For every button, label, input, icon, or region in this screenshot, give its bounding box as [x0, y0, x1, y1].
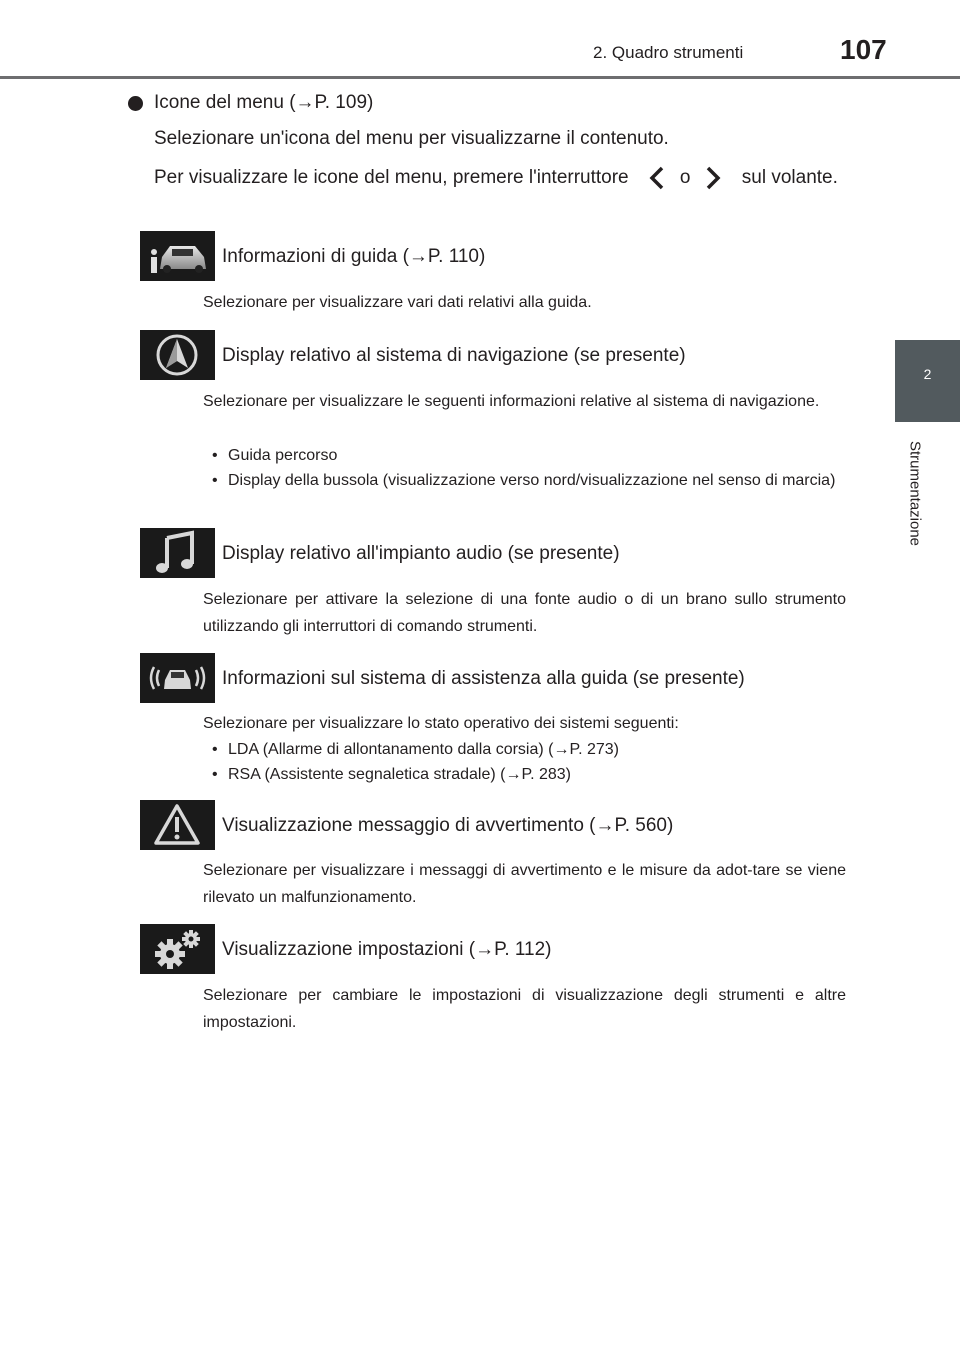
- list-item: • RSA (Assistente segnaletica stradale) (→P. 283): [212, 762, 846, 787]
- item-desc-audio: Selezionare per attivare la selezione di una fonte audio o di un brano sullo strumento utilizzando gli interruttori di comando strumenti.: [203, 591, 846, 635]
- list-item: • Display della bussola (visualizzazione verso nord/visualizzazione nel senso di marcia): [212, 468, 846, 493]
- chevron-left-icon: [648, 166, 666, 190]
- navigation-arrow-icon: [140, 330, 215, 380]
- item-desc-driving-assist: Selezionare per visualizzare lo stato operativo dei sistemi seguenti:: [203, 715, 679, 732]
- music-note-icon: [140, 528, 215, 578]
- intro-line-1: Selezionare un'icona del menu per visualizzarne il contenuto.: [154, 128, 669, 149]
- gears-icon: [140, 924, 215, 974]
- intro-line-2-part1: Per visualizzare le icone del menu, premere l'interruttore: [154, 167, 629, 188]
- bullet-dot-icon: [128, 96, 143, 111]
- driving-assist-icon: [140, 653, 215, 703]
- chapter-label: Strumentazione: [906, 440, 924, 547]
- section-heading: Icone del menu (→P. 109): [154, 92, 374, 113]
- item-title-driving-info: Informazioni di guida (→P. 110): [222, 246, 486, 267]
- warning-triangle-icon: [140, 800, 215, 850]
- list-item: • LDA (Allarme di allontanamento dalla corsia) (→P. 273): [212, 737, 846, 762]
- item-desc-driving-info: Selezionare per visualizzare vari dati relativi alla guida.: [203, 294, 592, 311]
- car-info-icon: [140, 231, 215, 281]
- item-title-driving-assist: Informazioni sul sistema di assistenza alla guida (se presente): [222, 668, 745, 689]
- item-desc-navigation: Selezionare per visualizzare le seguenti informazioni relative al sistema di navigazione.: [203, 393, 820, 410]
- driving-assist-bullet-list: [212, 737, 846, 787]
- list-item: • Guida percorso: [212, 443, 846, 468]
- item-desc-warning: Selezionare per visualizzare i messaggi di avvertimento e le misure da adot-tare se viene rilevato un malfunzionamento.: [203, 862, 846, 906]
- header-rule: [0, 76, 960, 79]
- chapter-tab-number: 2: [923, 366, 932, 382]
- item-title-navigation: Display relativo al sistema di navigazione (se presente): [222, 345, 686, 366]
- intro-line-2-part2: sul volante.: [741, 167, 838, 188]
- item-title-audio: Display relativo all'impianto audio (se presente): [222, 543, 620, 564]
- header-title: 2. Quadro strumenti: [593, 43, 744, 62]
- intro-line-2: [154, 163, 846, 192]
- item-title-settings: Visualizzazione impostazioni (→P. 112): [222, 939, 552, 960]
- item-title-warning: Visualizzazione messaggio di avvertimento (→P. 560): [222, 815, 674, 836]
- item-desc-settings: Selezionare per cambiare le impostazioni di visualizzazione degli strumenti e altre impostazioni.: [203, 987, 846, 1031]
- navigation-bullet-list: [212, 443, 846, 493]
- chapter-tab: [895, 340, 960, 422]
- chevron-right-icon: [704, 166, 722, 190]
- page-number: 107: [840, 34, 887, 65]
- intro-line-2-or: o: [679, 167, 691, 188]
